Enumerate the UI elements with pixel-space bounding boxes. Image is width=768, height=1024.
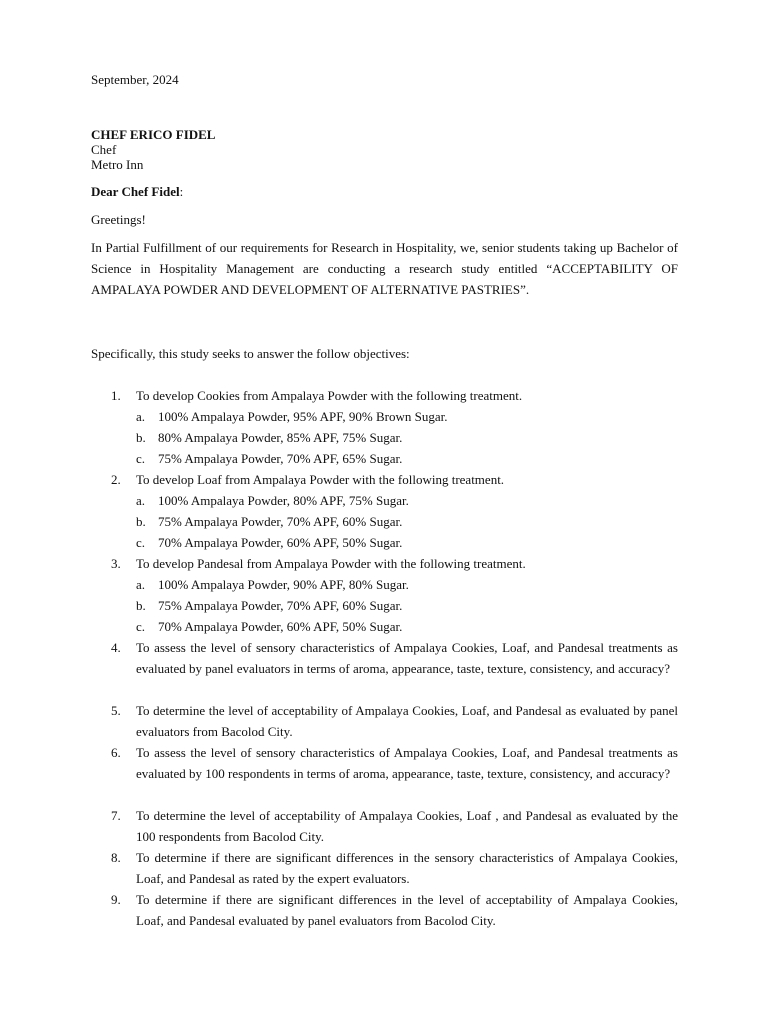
recipient-name: CHEF ERICO FIDEL: [91, 127, 216, 142]
objective-text: To develop Loaf from Ampalaya Powder with the following treatment.: [136, 472, 505, 487]
sub-item-text: 75% Ampalaya Powder, 70% APF, 65% Sugar.: [158, 451, 403, 466]
sub-item-text: 100% Ampalaya Powder, 80% APF, 75% Sugar.: [158, 493, 409, 508]
sub-item-letter: a.: [136, 409, 146, 424]
sub-item-text: 75% Ampalaya Powder, 70% APF, 60% Sugar.: [158, 598, 403, 613]
sub-item-text: 75% Ampalaya Powder, 70% APF, 60% Sugar.: [158, 514, 403, 529]
sub-item-text: 70% Ampalaya Powder, 60% APF, 50% Sugar.: [158, 535, 403, 550]
objective-number: 4.: [111, 640, 121, 655]
objective-text: To develop Pandesal from Ampalaya Powder with the following treatment.: [136, 556, 526, 571]
objective-text: To determine the level of acceptability of Ampalaya Cookies, Loaf , and Pandesal as evaluated by the 100 respondents from Bacolod City.: [136, 808, 678, 845]
sub-item-letter: c.: [136, 451, 146, 466]
sub-item-letter: c.: [136, 535, 146, 550]
objective-number: 8.: [111, 850, 121, 865]
recipient-title: Chef: [91, 142, 117, 157]
objective-text: To determine if there are significant differences in the level of acceptability of Ampalaya Cookies, Loaf, and Pandesal evaluated by panel evaluators from Bacolod City.: [136, 892, 678, 929]
salutation: [91, 184, 183, 200]
objective-text: To assess the level of sensory characteristics of Ampalaya Cookies, Loaf, and Pandesal treatments as evaluated by panel evaluators in terms of aroma, appearance, taste, texture, consistency, and accuracy?: [136, 640, 678, 677]
intro-paragraph: In Partial Fulfillment of our requirements for Research in Hospitality, we, senior students taking up Bachelor of Science in Hospitality Management are conducting a research study entitled “ACCEPTABILITY OF AMPALAYA POWDER AND DEVELOPMENT OF ALTERNATIVE PASTRIES”.: [91, 240, 678, 298]
sub-item-text: 70% Ampalaya Powder, 60% APF, 50% Sugar.: [158, 619, 403, 634]
sub-item-text: 100% Ampalaya Powder, 90% APF, 80% Sugar.: [158, 577, 409, 592]
sub-item-letter: b.: [136, 514, 146, 529]
sub-item-letter: a.: [136, 577, 146, 592]
objective-text: To develop Cookies from Ampalaya Powder with the following treatment.: [136, 388, 523, 403]
objective-text: To determine if there are significant differences in the sensory characteristics of Ampalaya Cookies, Loaf, and Pandesal as rated by the expert evaluators.: [136, 850, 678, 887]
sub-item-text: 80% Ampalaya Powder, 85% APF, 75% Sugar.: [158, 430, 403, 445]
objective-number: 3.: [111, 556, 121, 571]
objectives-intro: Specifically, this study seeks to answer the follow objectives:: [91, 346, 410, 361]
recipient-organization: Metro Inn: [91, 157, 144, 172]
objective-number: 1.: [111, 388, 121, 403]
sub-item-text: 100% Ampalaya Powder, 95% APF, 90% Brown Sugar.: [158, 409, 448, 424]
salutation-name: Dear Chef Fidel: [91, 184, 180, 199]
objective-number: 6.: [111, 745, 121, 760]
salutation-colon: :: [179, 184, 184, 199]
sub-item-letter: b.: [136, 598, 146, 613]
greeting: Greetings!: [91, 212, 146, 227]
objective-text: To assess the level of sensory characteristics of Ampalaya Cookies, Loaf, and Pandesal treatments as evaluated by 100 respondents in terms of aroma, appearance, taste, texture, consistency, and accuracy?: [136, 745, 678, 782]
letter-date: September, 2024: [91, 72, 179, 87]
objective-text: To determine the level of acceptability of Ampalaya Cookies, Loaf, and Pandesal as evaluated by panel evaluators from Bacolod City.: [136, 703, 678, 740]
sub-item-letter: c.: [136, 619, 146, 634]
sub-item-letter: a.: [136, 493, 146, 508]
objective-number: 5.: [111, 703, 121, 718]
sub-item-letter: b.: [136, 430, 146, 445]
objective-number: 7.: [111, 808, 121, 823]
objective-number: 9.: [111, 892, 121, 907]
objective-number: 2.: [111, 472, 121, 487]
